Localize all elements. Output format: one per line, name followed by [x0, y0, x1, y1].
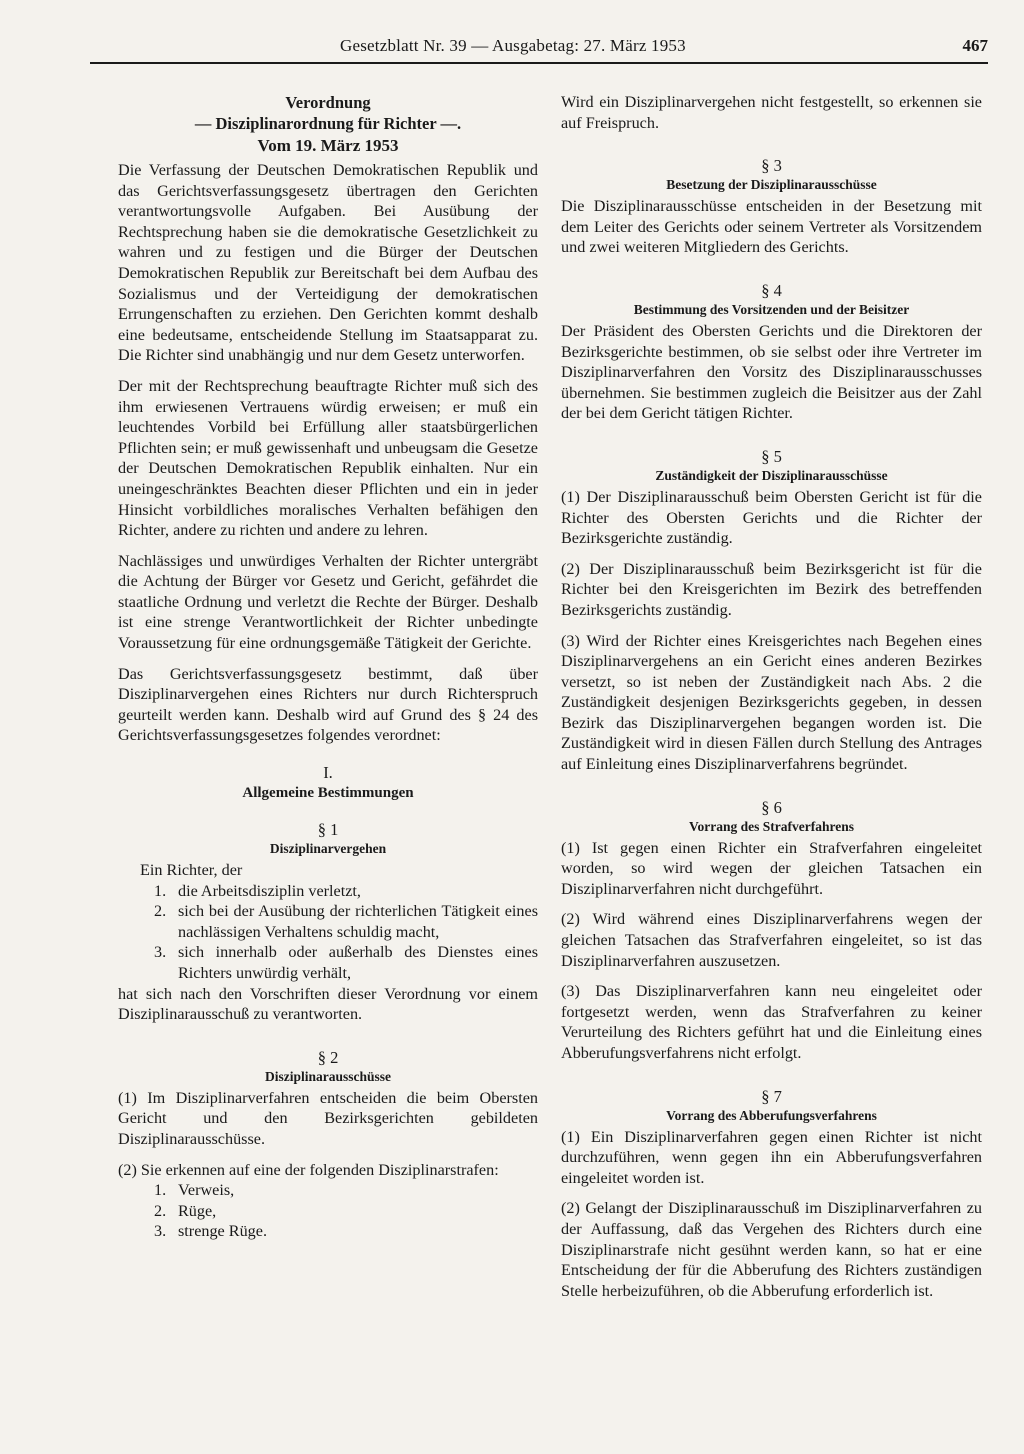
part-number: I. — [323, 763, 333, 783]
offense-list — [118, 881, 538, 984]
list-text: sich innerhalb oder außerhalb des Dienstes eines Richters unwürdig verhält, — [178, 943, 538, 982]
list-number: 3. — [154, 1222, 167, 1241]
section-number: § 4 — [761, 280, 782, 300]
section-title: Vorrang des Abberufungsverfahrens — [666, 1107, 877, 1123]
list-number: 2. — [154, 902, 167, 921]
preamble-paragraph: Das Gerichtsverfassungsgesetz bestimmt, daß über Disziplinarvergehen eines Richters nur durch Richterspruch geurteilt werden kann. Deshalb wird auf Grund des § 24 des Gerichtsverfassungsgesetzes folgendes verordnet: — [118, 664, 538, 745]
left-column — [118, 92, 538, 1242]
section-number: § 1 — [317, 820, 339, 840]
section-number: § 7 — [761, 1086, 782, 1106]
section-number: § 2 — [317, 1047, 339, 1067]
section-title: Vorrang des Strafverfahrens — [689, 818, 854, 834]
section-paragraph: (1) Im Disziplinarverfahren entscheiden die beim Obersten Gericht und den Bezirksgerichten gebildeten Disziplinarausschüsse. — [118, 1088, 538, 1148]
section-number: § 5 — [761, 446, 782, 466]
part-title: Allgemeine Bestimmungen — [242, 785, 414, 802]
section-paragraph: Der Präsident des Obersten Gerichts und die Direktoren der Bezirksgerichte bestimmen, ob sie selbst oder ihre Vertreter im Disziplinarverfahren den Vorsitz des Disziplinarausschusses übernehmen. Sie bestimmen zugleich die Beisitzer aus der Zahl der bei dem Gericht tätigen Richter. — [561, 321, 982, 423]
section-paragraph: (2) Gelangt der Disziplinarausschuß im Disziplinarverfahren zu der Auffassung, daß das Vergehen des Richters durch eine Disziplinarstrafe nicht gesühnt werden kann, so hat er eine Entscheidung der für die Abberufung des Richters zuständigen Stelle herbeizuführen, ob die Abberufung erforderlich ist. — [561, 1199, 982, 1300]
ordinance-subtitle: — Disziplinarordnung für Richter —. — [194, 114, 462, 133]
section-paragraph: Die Disziplinarausschüsse entscheiden in der Besetzung mit dem Leiter des Gerichts oder seinem Vertreter als Vorsitzendem und zwei weiteren Mitgliedern des Gerichts. — [561, 197, 982, 257]
ordinance-date: Vom 19. März 1953 — [257, 136, 399, 155]
section-number: § 6 — [761, 797, 782, 817]
list-item — [118, 881, 538, 902]
section-paragraph: (3) Das Disziplinarverfahren kann neu eingeleitet oder fortgesetzt werden, wenn das Strafverfahren zu keiner Verurteilung des Richters geführt hat und die Einleitung eines Abberufungsverfahrens nicht erfolgt. — [561, 982, 982, 1062]
section-paragraph: (2) Der Disziplinarausschuß beim Bezirksgericht ist für die Richter bei den Kreisgerichten im Bezirk des betreffenden Bezirksgerichts zuständig. — [561, 559, 982, 619]
section-outro: hat sich nach den Vorschriften dieser Verordnung vor einem Disziplinarausschuß zu verantworten. — [118, 984, 538, 1024]
list-text: Verweis, — [178, 1181, 235, 1200]
list-item — [118, 1201, 538, 1222]
section-paragraph: (1) Der Disziplinarausschuß beim Obersten Gericht ist für die Richter des Obersten Gerichts und die Richter der Bezirksgerichte zuständig. — [561, 487, 982, 548]
list-item — [118, 942, 538, 983]
list-text: sich bei der Ausübung der richterlichen Tätigkeit eines nachlässigen Verhaltens schuldig macht, — [178, 902, 538, 941]
section-paragraph: (2) Sie erkennen auf eine der folgenden Disziplinarstrafen: — [118, 1160, 499, 1179]
list-text: die Arbeitsdisziplin verletzt, — [178, 881, 361, 900]
header-title: Gesetzblatt Nr. 39 — Ausgabetag: 27. März 1953 — [340, 36, 686, 55]
section-paragraph: (1) Ein Disziplinarverfahren gegen einen Richter ist nicht durchzuführen, wenn gegen ihn ein Abberufungsverfahren eingeleitet worden ist. — [561, 1127, 982, 1187]
list-number: 1. — [154, 1181, 167, 1200]
preamble-paragraph: Nachlässiges und unwürdiges Verhalten der Richter untergräbt die Achtung der Bürger vor Gesetz und Gericht, gefährdet die staatliche Ordnung und verletzt die Rechte der Bürger. Deshalb ist eine strenge Verantwortlichkeit der Richter unbedingte Voraussetzung für eine ordnungsgemäße Tätigkeit der Gerichte. — [118, 551, 538, 653]
right-column — [561, 92, 982, 1301]
list-item — [118, 1180, 538, 1201]
section-title: Disziplinarausschüsse — [264, 1068, 392, 1084]
preamble-paragraph: Die Verfassung der Deutschen Demokratischen Republik und das Gerichtsverfassungsgesetz übertragen den Gerichten verantwortungsvolle Aufgaben. Bei Ausübung der Rechtsprechung haben sie die demokratische Gesetzlichkeit zu wahren und zu festigen und die Bürger der Deutschen Demokratischen Republik zur Bereitschaft bei dem Aufbau des Sozialismus und der Verteidigung der demokratischen Errungenschaften zu erziehen. Den Gerichten kommt deshalb eine bedeutsame, entscheidende Stellung im Staatsapparat zu. Die Richter sind unabhängig und nur dem Gesetz unterworfen. — [118, 161, 538, 365]
list-text: strenge Rüge. — [178, 1222, 268, 1241]
list-number: 2. — [154, 1201, 167, 1220]
section-title: Zuständigkeit der Disziplinarausschüsse — [655, 467, 888, 483]
section-continuation: Wird ein Disziplinarvergehen nicht festgestellt, so erkennen sie auf Freispruch. — [561, 93, 982, 132]
page-number: 467 — [962, 36, 988, 55]
penalty-list — [118, 1180, 538, 1242]
list-text: Rüge, — [178, 1201, 217, 1220]
list-number: 1. — [154, 881, 167, 900]
list-item — [118, 1221, 538, 1242]
section-title: Besetzung der Disziplinarausschüsse — [666, 177, 877, 193]
page-header — [90, 36, 988, 64]
section-number: § 3 — [761, 156, 782, 176]
section-title: Disziplinarvergehen — [269, 841, 387, 857]
preamble-paragraph: Der mit der Rechtsprechung beauftragte Richter muß sich des ihm erwiesenen Vertrauens würdig erweisen; er muß ein leuchtendes Vorbild bei Erfüllung aller staatsbürgerlichen Pflichten sein; er muß gewissenhaft und unbeugsam die Gesetze der Deutschen Demokratischen Republik einhalten. Nur ein uneingeschränktes Beachten dieser Pflichten und ein in jeder Hinsicht vorbildliches moralisches Verhalten befähigen den Richter, andere zu richten und andere zu lehren. — [118, 376, 538, 540]
list-item — [118, 901, 538, 942]
section-paragraph: (3) Wird der Richter eines Kreisgerichtes nach Begehen eines Disziplinarvergehens an ein Gericht eines anderen Bezirkes versetzt, so ist neben der Zuständigkeit nach Abs. 2 die Zuständigkeit desjenigen Bezirksgerichts gegeben, in dessen Bezirk das Disziplinarvergehen begangen worden ist. Die Zuständigkeit wird in diesen Fällen durch Stellung des Antrages auf Einleitung eines Disziplinarverfahrens begründet. — [561, 631, 982, 774]
section-paragraph: (1) Ist gegen einen Richter ein Strafverfahren eingeleitet worden, so wird wegen der gleichen Tatsachen ein Disziplinarverfahren nicht durchgeführt. — [561, 838, 982, 898]
section-intro: Ein Richter, der — [140, 861, 243, 880]
section-paragraph: (2) Wird während eines Disziplinarverfahrens wegen der gleichen Tatsachen das Strafverfahren eingeleitet, so ist das Disziplinarverfahren auszusetzen. — [561, 910, 982, 970]
list-number: 3. — [154, 943, 167, 962]
section-title: Bestimmung des Vorsitzenden und der Beisitzer — [633, 301, 910, 317]
ordinance-title: Verordnung — [285, 93, 371, 112]
